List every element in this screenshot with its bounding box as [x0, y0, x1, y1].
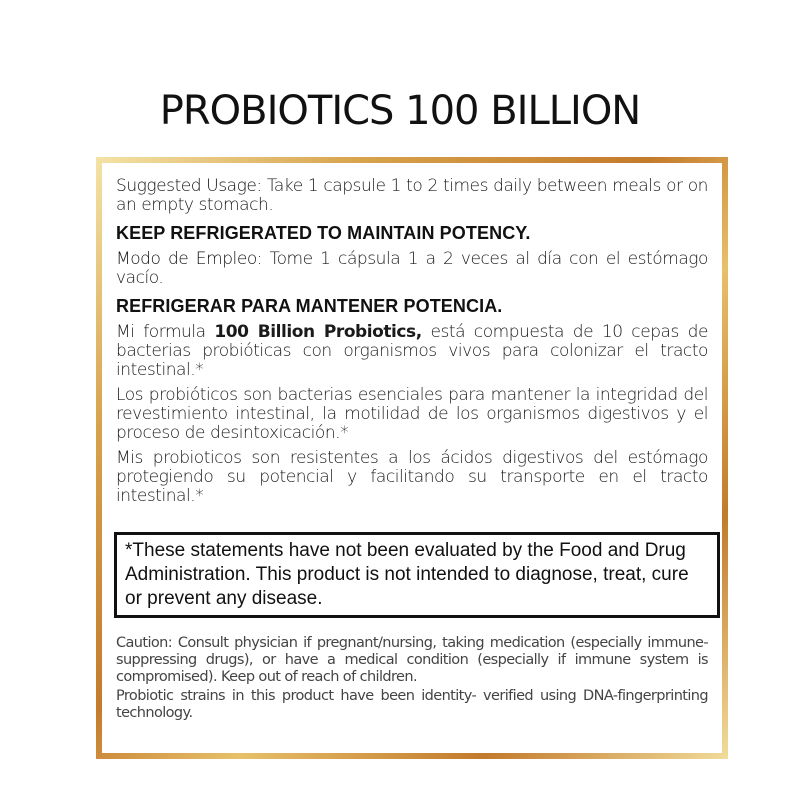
formula-bold: 100 Billion Probiotics, — [214, 322, 422, 342]
formula-pre: Mi formula — [116, 322, 215, 342]
suggested-usage-text: Take 1 capsule 1 to 2 times daily between meals or on an empty stomach. — [116, 176, 708, 215]
strains-text: Probiotic strains in this product have been identity- verified using DNA-fingerprinting technology. — [116, 688, 708, 721]
label-panel — [102, 163, 722, 753]
caution-section — [116, 635, 708, 722]
formula-post: está compuesta de 10 cepas de bacterias probióticas con organismos vivos para colonizar el tracto intestinal.* — [116, 322, 708, 380]
fda-disclaimer-box: *These statements have not been evaluated by the Food and Drug Administration. This product is not intended to diagnose, treat, cure or prevent any disease. — [114, 532, 720, 618]
refrigerate-spanish: REFRIGERAR PARA MANTENER POTENCIA. — [116, 296, 503, 316]
resistance-paragraph: Mis probioticos son resistentes a los ácidos digestivos del estómago protegiendo su potencial y facilitando su transporte en el tracto intestinal.* — [116, 448, 708, 506]
modo-label: Modo de Empleo: — [116, 249, 263, 269]
suggested-usage-label: Suggested Usage: — [116, 176, 262, 196]
modo-text: Tome 1 cápsula 1 a 2 veces al día con el estómago vacío. — [116, 249, 708, 288]
suggested-usage — [116, 177, 708, 215]
caution-text: Caution: Consult physician if pregnant/nursing, taking medication (especially immune-suppressing drugs), or have a medical condition (especially if immune system is compromised). Keep out of reach of children. — [116, 635, 708, 685]
refrigerate-english: KEEP REFRIGERATED TO MAINTAIN POTENCY. — [116, 223, 531, 243]
probiotics-paragraph: Los probióticos son bacterias esenciales para mantener la integridad del revestimiento intestinal, la motilidad de los organismos digestivos y el proceso de desintoxicación.* — [116, 385, 708, 443]
page-title: PROBIOTICS 100 BILLION — [159, 88, 641, 134]
modo-de-empleo — [116, 250, 708, 288]
formula-paragraph — [116, 323, 708, 380]
gold-frame — [96, 157, 728, 759]
